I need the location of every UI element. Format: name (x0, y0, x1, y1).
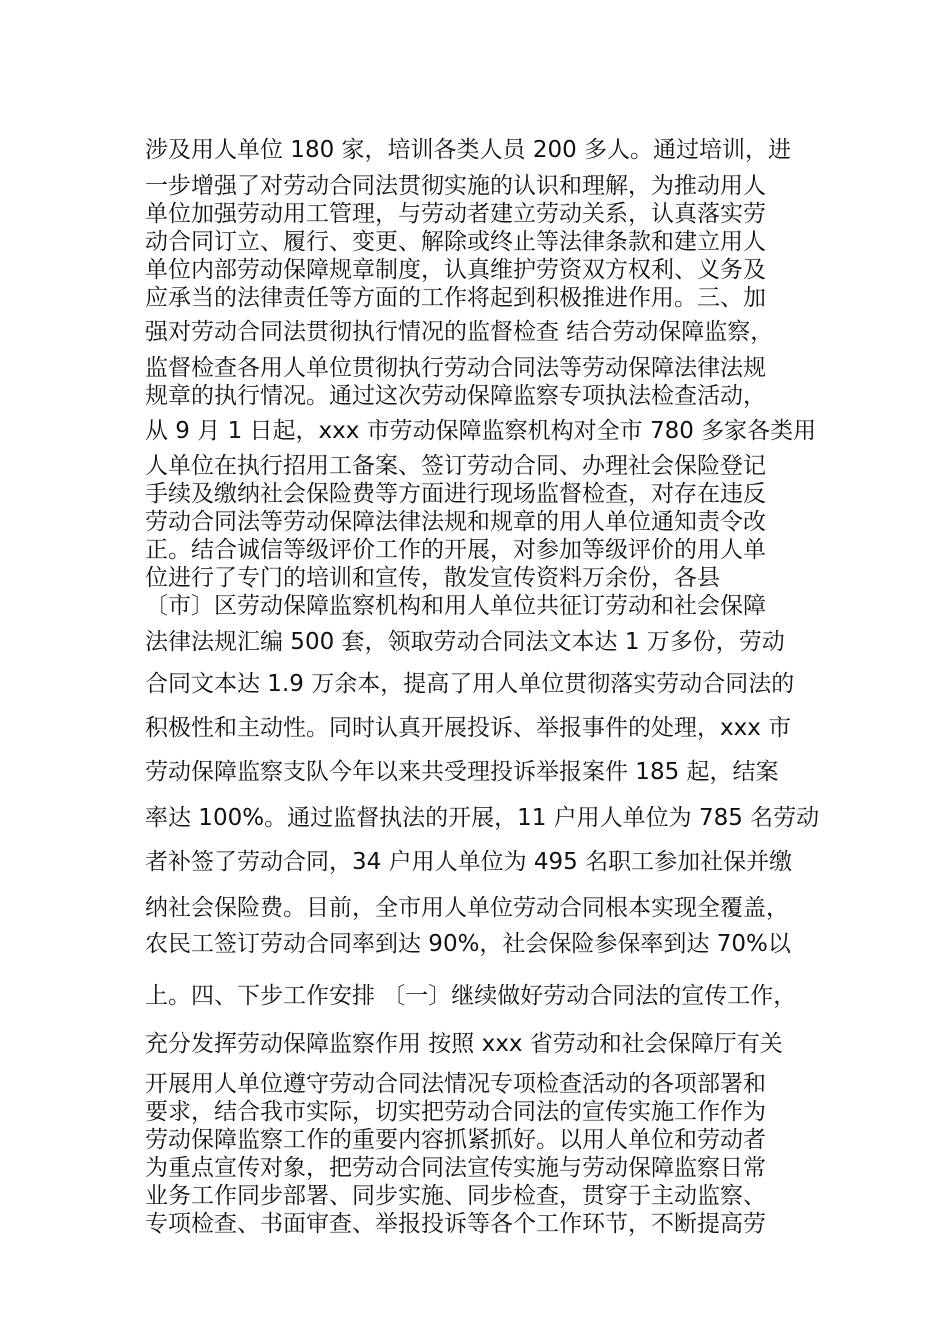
text-line: 农民工签订劳动合同率到达 90%，社会保险参保率到达 70%以 (145, 931, 791, 957)
text-line: 专项检查、书面审查、举报投诉等各个工作环节，不断提高劳 (145, 1211, 766, 1237)
text-line: 劳动合同法等劳动保障法律法规和规章的用人单位通知责令改 (145, 509, 766, 535)
text-line: 位进行了专门的培训和宣传，散发宣传资料万余份，各县 (145, 565, 720, 591)
text-line: 开展用人单位遵守劳动合同法情况专项检查活动的各项部署和 (145, 1071, 766, 1097)
text-line: 上。四、下步工作安排 〔一〕继续做好劳动合同法的宣传工作， (145, 983, 797, 1009)
text-line: 动合同订立、履行、变更、解除或终止等法律条款和建立用人 (145, 229, 766, 255)
text-line: 正。结合诚信等级评价工作的开展，对参加等级评价的用人单 (145, 537, 766, 563)
text-line: 要求，结合我市实际，切实把劳动合同法的宣传实施工作作为 (145, 1099, 766, 1125)
text-line: 率达 100%。通过监督执法的开展，11 户用人单位为 785 名劳动 (145, 805, 820, 831)
text-line: 从 9 月 1 日起，xxx 市劳动保障监察机构对全市 780 多家各类用 (145, 418, 817, 444)
text-line: 充分发挥劳动保障监察作用 按照 xxx 省劳动和社会保障厅有关 (145, 1031, 783, 1057)
text-line: 〔市〕区劳动保障监察机构和用人单位共征订劳动和社会保障 (145, 593, 766, 619)
text-line: 者补签了劳动合同，34 户用人单位为 495 名职工参加社保并缴 (145, 849, 793, 875)
text-line: 人单位在执行招用工备案、签订劳动合同、办理社会保险登记 (145, 453, 766, 479)
text-line: 单位内部劳动保障规章制度，认真维护劳资双方权利、义务及 (145, 257, 766, 283)
text-line: 涉及用人单位 180 家，培训各类人员 200 多人。通过培训，进 (145, 137, 792, 163)
text-line: 为重点宣传对象，把劳动合同法宣传实施与劳动保障监察日常 (145, 1155, 766, 1181)
text-line: 劳动保障监察工作的重要内容抓紧抓好。以用人单位和劳动者 (145, 1127, 766, 1153)
text-line: 规章的执行情况。通过这次劳动保障监察专项执法检查活动， (145, 383, 766, 409)
text-line: 手续及缴纳社会保险费等方面进行现场监督检查，对存在违反 (145, 481, 766, 507)
text-line: 法律法规汇编 500 套，领取劳动合同法文本达 1 万多份，劳动 (145, 629, 785, 655)
text-line: 合同文本达 1.9 万余本，提高了用人单位贯彻落实劳动合同法的 (145, 671, 795, 697)
text-line: 监督检查各用人单位贯彻执行劳动合同法等劳动保障法律法规 (145, 355, 766, 381)
text-line: 单位加强劳动用工管理，与劳动者建立劳动关系，认真落实劳 (145, 201, 766, 227)
text-line: 积极性和主动性。同时认真开展投诉、举报事件的处理，xxx 市 (145, 715, 792, 741)
text-line: 劳动保障监察支队今年以来共受理投诉举报案件 185 起，结案 (145, 759, 779, 785)
text-line: 纳社会保险费。目前，全市用人单位劳动合同根本实现全覆盖， (145, 895, 789, 921)
text-line: 应承当的法律责任等方面的工作将起到积极推进作用。三、加 (145, 285, 766, 311)
text-line: 业务工作同步部署、同步实施、同步检查，贯穿于主动监察、 (145, 1183, 766, 1209)
text-line: 一步增强了对劳动合同法贯彻实施的认识和理解，为推动用人 (145, 173, 766, 199)
text-line: 强对劳动合同法贯彻执行情况的监督检查 结合劳动保障监察， (145, 319, 774, 345)
